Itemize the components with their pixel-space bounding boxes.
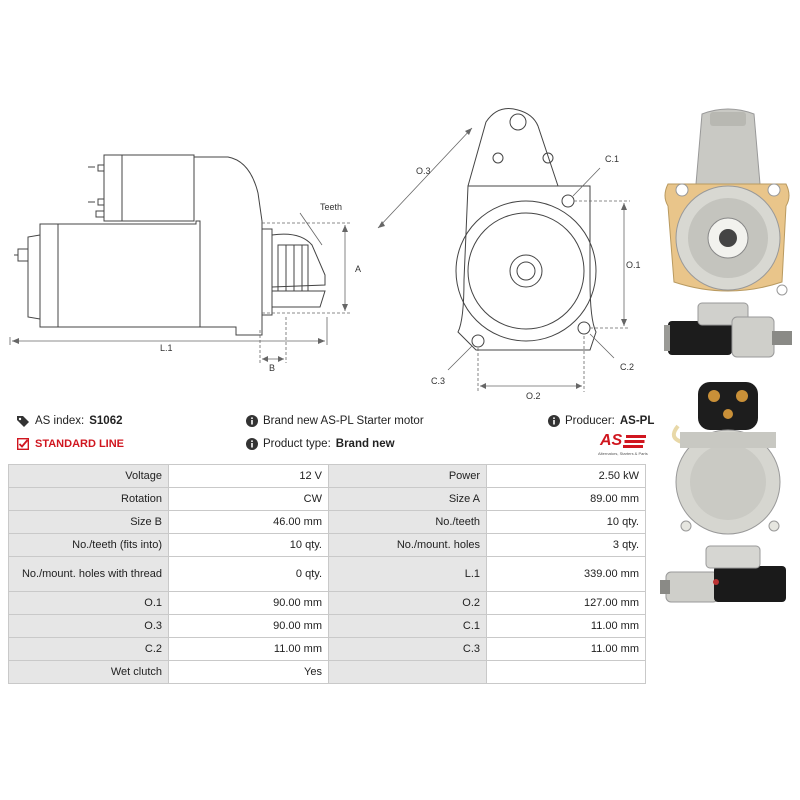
dimension-o1-label: O.1: [626, 260, 641, 270]
spec-row: [9, 557, 646, 592]
standard-line-label: STANDARD LINE: [35, 438, 125, 450]
spec-value: 46.00 mm: [169, 511, 329, 534]
spec-label: O.1: [9, 592, 169, 615]
spec-value: 3 qty.: [487, 534, 646, 557]
info-icon: [246, 438, 258, 450]
logo-mark: AS: [600, 432, 623, 449]
spec-row: [9, 592, 646, 615]
spec-row: [9, 615, 646, 638]
info-icon: [548, 415, 560, 427]
spec-label: O.2: [329, 592, 487, 615]
as-index-value: S1062: [89, 415, 123, 427]
spec-value: [487, 661, 646, 684]
dimension-c1-label: C.1: [605, 154, 620, 164]
front-view-drawing: [368, 100, 658, 405]
spec-label: Size A: [329, 488, 487, 511]
spec-label: C.2: [9, 638, 169, 661]
spec-label: Size B: [9, 511, 169, 534]
spec-value: 127.00 mm: [487, 592, 646, 615]
spec-row: [9, 661, 646, 684]
spec-label: No./teeth: [329, 511, 487, 534]
product-type-value: Brand new: [335, 438, 395, 450]
spec-label: No./mount. holes: [329, 534, 487, 557]
description-row: [246, 415, 424, 427]
spec-row: [9, 465, 646, 488]
logo-stripes: [623, 435, 647, 448]
spec-value: 11.00 mm: [487, 615, 646, 638]
spec-label: C.1: [329, 615, 487, 638]
mount-hole-c2: [578, 322, 590, 334]
as-index-row: [17, 415, 123, 427]
spec-label: [329, 661, 487, 684]
spec-label: O.3: [9, 615, 169, 638]
product-photo-rear: [658, 378, 796, 538]
flange-circle: [456, 201, 596, 341]
dimension-c3-label: C.3: [431, 376, 446, 386]
product-photo-side: [658, 297, 796, 372]
description-text: Brand new AS-PL Starter motor: [263, 415, 424, 427]
spec-value: 89.00 mm: [487, 488, 646, 511]
spec-value: 10 qty.: [169, 534, 329, 557]
logo-tagline: Alternators, Starters & Parts: [598, 451, 648, 456]
spec-label: C.3: [329, 638, 487, 661]
dimension-o2-label: O.2: [526, 391, 541, 401]
dimension-b-label: B: [269, 363, 276, 373]
spec-label: Wet clutch: [9, 661, 169, 684]
tag-icon: [17, 416, 30, 427]
flange-ear: [468, 109, 558, 187]
spec-label: Voltage: [9, 465, 169, 488]
spec-label: No./mount. holes with thread: [9, 557, 169, 592]
standard-line-row: [17, 438, 124, 450]
motor-body-outline: [40, 221, 200, 327]
product-type-label: Product type:: [263, 438, 331, 450]
spec-row: [9, 511, 646, 534]
spec-label: Rotation: [9, 488, 169, 511]
producer-value: AS-PL: [619, 415, 655, 427]
spec-row: [9, 638, 646, 661]
as-index-label: AS index:: [35, 415, 85, 427]
spec-value: 90.00 mm: [169, 615, 329, 638]
producer-row: [548, 415, 654, 427]
dimension-a-label: A: [355, 264, 362, 274]
dimension-l1-label: L.1: [160, 343, 173, 353]
spec-label: L.1: [329, 557, 487, 592]
mount-hole-c1: [562, 195, 574, 207]
spec-value: 2.50 kW: [487, 465, 646, 488]
spec-value: Yes: [169, 661, 329, 684]
info-icon: [246, 415, 258, 427]
spec-value: 11.00 mm: [487, 638, 646, 661]
spec-row: [9, 534, 646, 557]
spec-value: 10 qty.: [487, 511, 646, 534]
dimension-o3-label: O.3: [416, 166, 431, 176]
producer-label: Producer:: [565, 415, 615, 427]
spec-label: Power: [329, 465, 487, 488]
spec-value: CW: [169, 488, 329, 511]
as-pl-logo: [598, 432, 654, 460]
spec-row: [9, 488, 646, 511]
teeth-label: Teeth: [320, 202, 343, 212]
spec-value: 11.00 mm: [169, 638, 329, 661]
spec-value: 339.00 mm: [487, 557, 646, 592]
solenoid-outline: [104, 155, 194, 221]
spec-value: 12 V: [169, 465, 329, 488]
product-type-row: [246, 438, 395, 450]
spec-value: 90.00 mm: [169, 592, 329, 615]
dimension-c2-label: C.2: [620, 362, 635, 372]
flange-outline: [458, 186, 596, 350]
checkbox-icon: [17, 438, 29, 450]
spec-table: [8, 464, 646, 684]
product-photo-front: [658, 106, 796, 296]
side-view-drawing: [0, 95, 370, 385]
product-photo-angle: [658, 542, 796, 612]
spec-label: No./teeth (fits into): [9, 534, 169, 557]
spec-value: 0 qty.: [169, 557, 329, 592]
mount-hole-c3: [472, 335, 484, 347]
